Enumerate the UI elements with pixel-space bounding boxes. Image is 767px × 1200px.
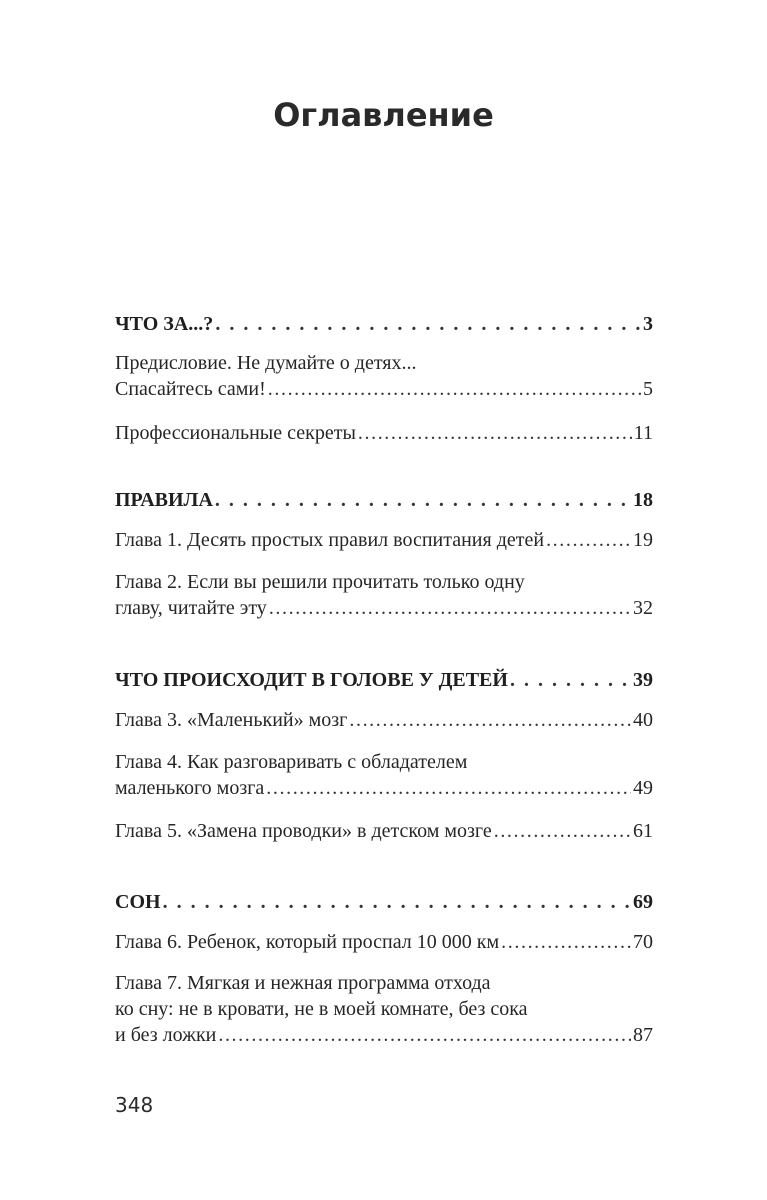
toc-leader-line [115,667,653,693]
toc-entry-title: Глава 1. Десять простых правил воспитания детей [115,529,545,551]
toc-page-number: 18 [633,489,653,511]
dot-leader [349,707,631,733]
toc-leader-line [115,487,653,513]
page-number: 348 [115,1093,154,1117]
dot-leader [215,311,641,337]
dot-leader [218,1022,631,1048]
toc-leader-line [115,775,653,801]
toc-entry-title: Глава 6. Ребенок, который проспал 10 000 км [115,931,500,953]
dot-leader [215,487,631,513]
toc-page-number: 32 [633,597,653,619]
toc-entry-title: Профессиональные секреты [115,422,356,444]
toc-leader-line [115,889,653,915]
toc-page-number: 3 [643,313,653,335]
toc-entry[interactable] [115,929,653,955]
dot-leader [358,420,632,446]
dot-leader [501,929,631,955]
toc-entry-title: и без ложки [115,1024,217,1046]
toc-leader-line [115,929,653,955]
toc-entry[interactable] [115,970,653,1048]
toc-entry-line: Глава 4. Как разговаривать с обладателем [115,751,468,773]
toc-entry-line: Глава 7. Мягкая и нежная программа отхода [115,972,491,994]
toc-entry-title: Спасайтесь сами! [115,378,266,400]
toc-section-title: ПРАВИЛА [115,489,213,511]
toc-entry[interactable] [115,749,653,801]
toc-leader-line [115,818,653,844]
toc-entry-title: главу, читайте эту [115,597,267,619]
dot-leader [269,595,631,621]
toc-section[interactable] [115,311,653,337]
toc-page-number: 11 [633,422,653,444]
toc-section[interactable] [115,889,653,915]
toc-page-number: 19 [633,529,653,551]
toc-entry[interactable] [115,818,653,844]
dot-leader [546,527,631,553]
toc-page-number: 69 [633,891,653,913]
toc-page-number: 70 [633,931,653,953]
toc-entry[interactable] [115,569,653,621]
toc-leader-line [115,1022,653,1048]
toc-leader-line [115,595,653,621]
dot-leader [163,889,631,915]
toc-entry[interactable] [115,527,653,553]
toc-entry[interactable] [115,420,653,446]
toc-page-number: 87 [633,1024,653,1046]
toc-entry-title: Глава 3. «Маленький» мозг [115,709,348,731]
toc-section[interactable] [115,487,653,513]
toc-leader-line [115,420,653,446]
toc-page-number: 61 [633,820,653,842]
dot-leader [510,667,631,693]
toc-section-title: ЧТО ЗА...? [115,313,214,335]
toc-section-title: СОН [115,891,161,913]
toc-entry-title: маленького мозга [115,777,265,799]
toc-leader-line [115,707,653,733]
dot-leader [266,775,631,801]
toc-section-title: ЧТО ПРОИСХОДИТ В ГОЛОВЕ У ДЕТЕЙ [115,669,508,691]
toc-entry[interactable] [115,707,653,733]
toc-page-number: 39 [633,669,653,691]
toc-page-number: 5 [643,378,653,400]
dot-leader [268,376,641,402]
toc-leader-line [115,527,653,553]
dot-leader [494,818,631,844]
toc-entry[interactable] [115,350,653,402]
toc-leader-line [115,376,653,402]
toc-entry-line: Предисловие. Не думайте о детях... [115,352,417,374]
toc-entry-title: Глава 5. «Замена проводки» в детском мозге [115,820,492,842]
toc-leader-line [115,311,653,337]
toc-entry-line: Глава 2. Если вы решили прочитать только одну [115,571,525,593]
toc-page-number: 40 [633,709,653,731]
toc-entry-line: ко сну: не в кровати, не в моей комнате, без сока [115,998,528,1020]
page-title: Оглавление [273,96,494,134]
toc-page-number: 49 [633,777,653,799]
toc-section[interactable] [115,667,653,693]
